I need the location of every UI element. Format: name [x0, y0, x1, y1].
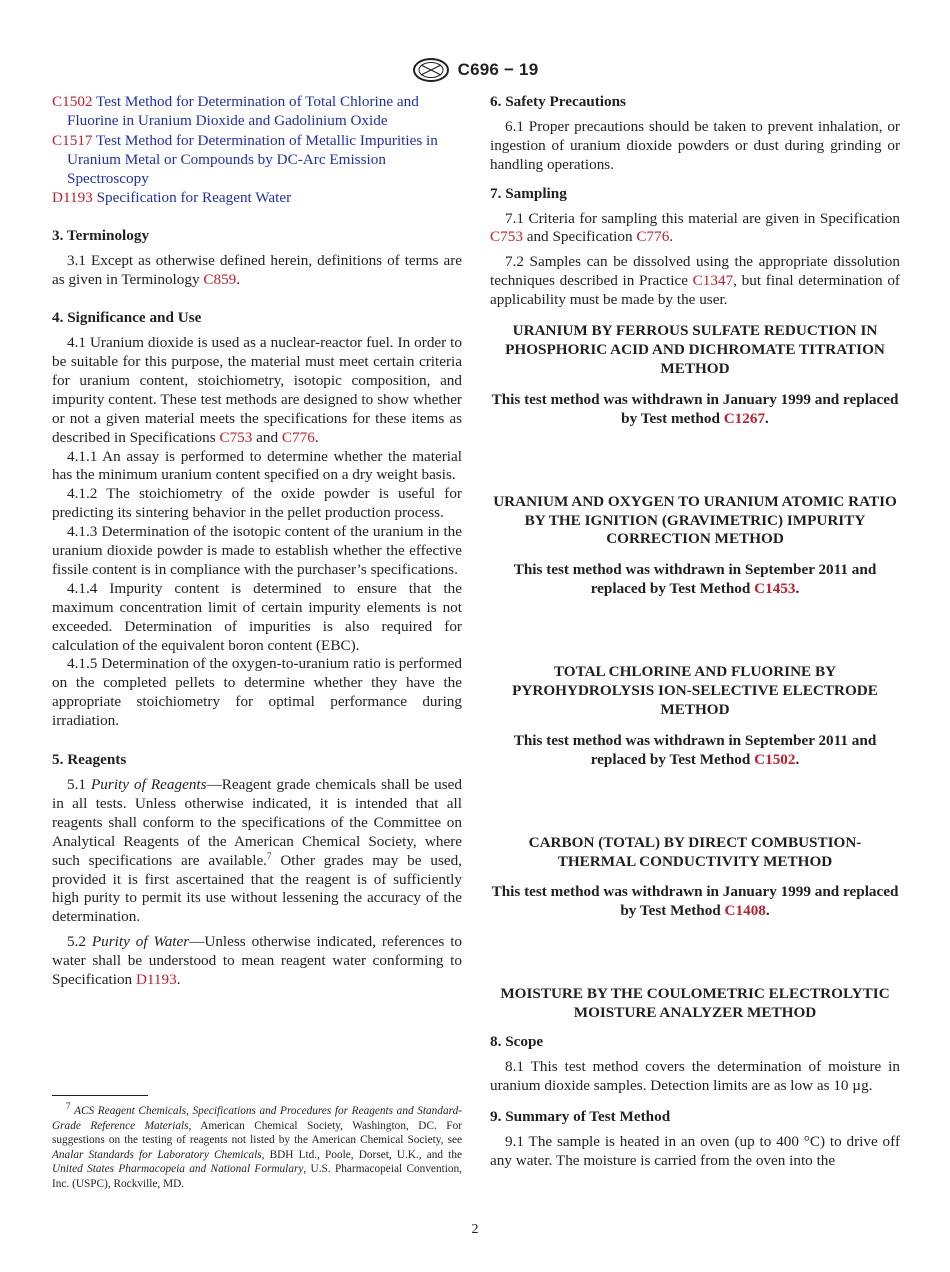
para-4-1: 4.1 Uranium dioxide is used as a nuclear-reactor fuel. In order to be suitable for this purpose, the material must meet certain criteria for uranium content, stoichiometry, isotopic composition, and impurity content. These test methods are designed to show whether or not a given material meets the specifications for these items as described in Specifications C753 and C776. [52, 334, 462, 446]
right-column [490, 93, 900, 1171]
withdrawn-title-uranium-oxygen: URANIUM AND OXYGEN TO URANIUM ATOMIC RATIO BY THE IGNITION (GRAVIMETRIC) IMPURITY CORRECTION METHOD [493, 492, 897, 548]
link-c859[interactable]: C859 [203, 271, 237, 289]
withdrawn-note-2: This test method was withdrawn in September 2011 and replaced by Test Method C1453. [513, 561, 877, 598]
footnote [52, 1101, 462, 1192]
reference-c1517: C1517 Test Method for Determination of Metallic Impurities in Uranium Metal or Compounds by DC-Arc Emission Spectroscopy [52, 131, 438, 187]
link-c1267[interactable]: C1267 [723, 409, 766, 427]
link-c1453[interactable]: C1453 [754, 580, 796, 598]
withdrawn-title-chlorine-fluorine: TOTAL CHLORINE AND FLUORINE BY PYROHYDROLYSIS ION-SELECTIVE ELECTRODE METHOD [512, 663, 878, 718]
para-4-1-1: 4.1.1 An assay is performed to determine whether the material has the minimum uranium content specified on a dry weight basis. [52, 447, 462, 484]
link-c1347[interactable]: C1347 [692, 272, 734, 290]
left-column [52, 93, 462, 990]
para-4-1-2: 4.1.2 The stoichiometry of the oxide powder is useful for predicting its sintering behavior in the pellet production process. [52, 485, 462, 522]
footnote-7: $^7$ ACS Reagent Chemicals, Specifications and Procedures for Reagents and Standard-Grade Reference Materials, American Chemical Society, Washington, DC. For suggestions on the testing of reagents not listed by the American Chemical Society, see Analar Standards for Laboratory Chemicals, BDH Ltd., Poole, Dorset, U.K., and the United States Pharmacopeia and National Formulary, U.S. Pharmacopeial Convention, Inc. (USPC), Rockville, MD. [52, 1101, 462, 1190]
link-c753-sampling[interactable]: C753 [490, 228, 523, 246]
para-4-1-5: 4.1.5 Determination of the oxygen-to-uranium ratio is performed on the completed pellets to determine whether they have the appropriate stoichiometry for optimal performance during irradiation. [52, 655, 462, 730]
heading-summary: 9. Summary of Test Method [490, 1107, 671, 1125]
link-c753[interactable]: C753 [219, 428, 253, 446]
para-7-1: 7.1 Criteria for sampling this material are given in Specification C753 and Specification C776. [490, 209, 900, 246]
page-header [0, 57, 950, 83]
footnote-divider [52, 1095, 148, 1096]
heading-terminology: 3. Terminology [52, 227, 150, 245]
withdrawn-title-uranium-ferrous: URANIUM BY FERROUS SULFATE REDUCTION IN PHOSPHORIC ACID AND DICHROMATE TITRATION METHOD [505, 322, 885, 377]
para-5-1: 5.1 Purity of Reagents—Reagent grade chemicals shall be used in all tests. Unless otherwise indicated, it is intended that all reagents shall conform to the specifications of the Committee on Analytical Reagents of the American Chemical Society, where such specifications are available.$^7$ Other grades may be used, provided it is first ascertained that the reagent is of sufficiently high purity to permit its use without lessening the accuracy of the determination. [52, 776, 463, 926]
ref-link-c1517[interactable]: C1517 [52, 131, 93, 149]
astm-logo-icon [412, 57, 450, 83]
para-6-1: 6.1 Proper precautions should be taken to prevent inhalation, or ingestion of uranium dioxide powders or dust during grinding or handling operations. [490, 117, 900, 173]
link-c1408[interactable]: C1408 [724, 902, 766, 920]
withdrawn-note-1: This test method was withdrawn in January 1999 and replaced by Test method C1267. [491, 390, 899, 427]
para-5-2: 5.2 Purity of Water—Unless otherwise indicated, references to water shall be understood to mean reagent water conforming to Specification D1193. [52, 933, 463, 989]
reference-c1502: C1502 Test Method for Determination of Total Chlorine and Fluorine in Uranium Dioxide and Gadolinium Oxide [52, 93, 419, 129]
heading-sampling: 7. Sampling [490, 184, 567, 202]
withdrawn-note-4: This test method was withdrawn in January 1999 and replaced by Test Method C1408. [491, 883, 899, 920]
page-number: 2 [471, 1222, 479, 1237]
footnote-ref-7[interactable]: 7 [266, 850, 272, 861]
moisture-method-title: MOISTURE BY THE COULOMETRIC ELECTROLYTIC MOISTURE ANALYZER METHOD [500, 985, 890, 1022]
para-9-1: 9.1 The sample is heated in an oven (up to 400 °C) to drive off any water. The moisture is carried from the oven into the [490, 1132, 900, 1169]
link-c776-sampling[interactable]: C776 [636, 228, 670, 246]
withdrawn-note-3: This test method was withdrawn in September 2011 and replaced by Test Method C1502. [513, 731, 877, 768]
heading-significance: 4. Significance and Use [52, 309, 202, 327]
heading-reagents: 5. Reagents [52, 751, 127, 769]
reference-d1193: D1193 Specification for Reagent Water [52, 188, 292, 206]
ref-link-d1193[interactable]: D1193 [52, 188, 93, 206]
para-7-2: 7.2 Samples can be dissolved using the appropriate dissolution techniques described in Practice C1347, but final determination of applicability must be made by the user. [490, 253, 900, 309]
ref-link-c1502[interactable]: C1502 [52, 93, 93, 110]
heading-scope: 8. Scope [490, 1033, 544, 1051]
heading-safety: 6. Safety Precautions [490, 93, 626, 110]
para-4-1-3: 4.1.3 Determination of the isotopic content of the uranium in the uranium dioxide powder is made to establish whether the effective fissile content is in compliance with the purchaser’s specifications. [52, 523, 462, 578]
para-4-1-4: 4.1.4 Impurity content is determined to ensure that the maximum concentration limit of certain impurity elements is not exceeded. Determination of impurities is also required for calculation of the equivalent boron content (EBC). [52, 579, 462, 654]
document-designation: C696 − 19 [457, 60, 539, 79]
link-d1193[interactable]: D1193 [135, 971, 177, 989]
para-8-1: 8.1 This test method covers the determination of moisture in uranium dioxide samples. Detection limits are as low as 10 µg. [490, 1058, 900, 1094]
para-3-1: 3.1 Except as otherwise defined herein, definitions of terms are as given in Terminology C859. [52, 252, 462, 289]
link-c776[interactable]: C776 [281, 428, 315, 446]
link-c1502[interactable]: C1502 [754, 750, 796, 768]
withdrawn-title-carbon: CARBON (TOTAL) BY DIRECT COMBUSTION-THERMAL CONDUCTIVITY METHOD [528, 833, 862, 870]
